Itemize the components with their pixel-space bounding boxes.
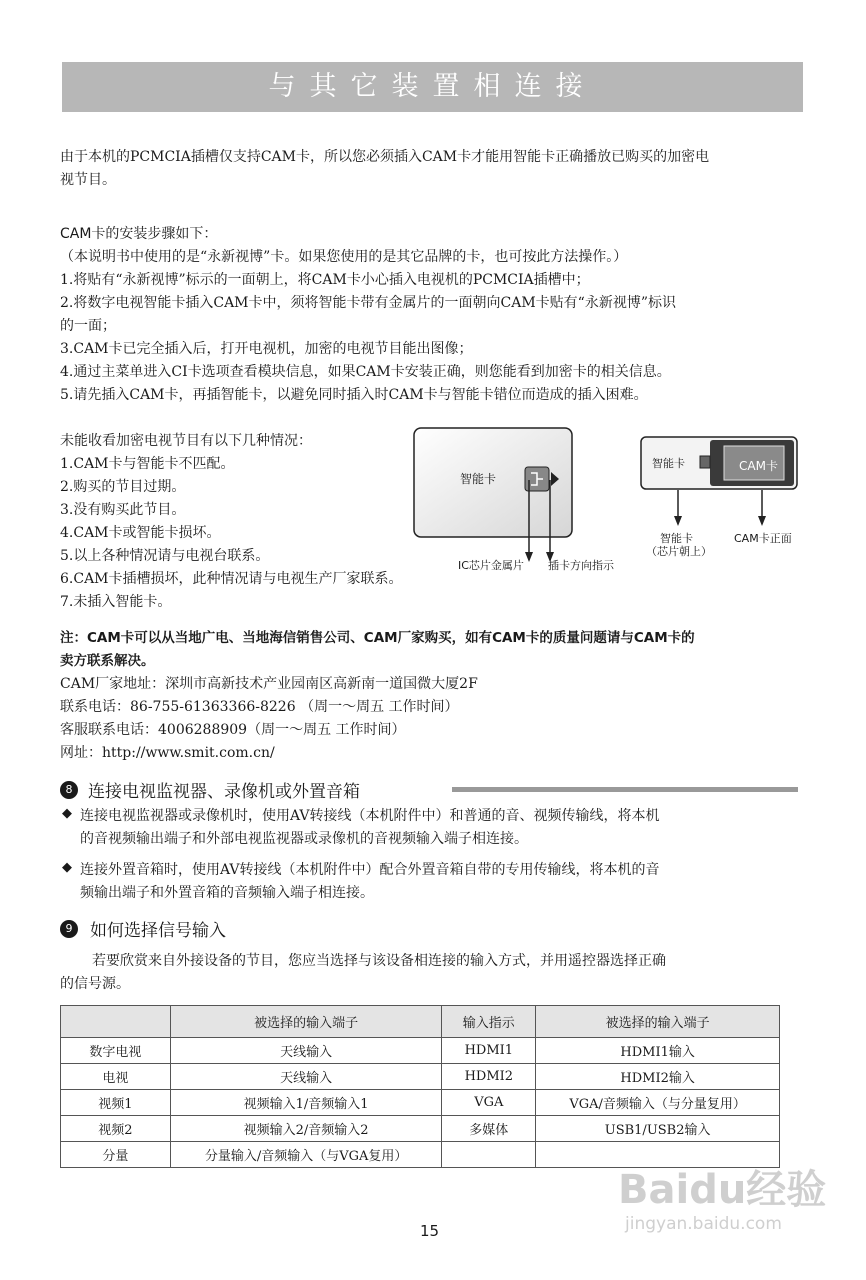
section-9-number: 9 — [60, 920, 78, 938]
note-line-2: 卖方联系解决。 — [60, 653, 155, 669]
install-line: 4.通过主菜单进入CI卡选项查看模块信息，如果CAM卡安装正确，则您能看到加密卡的相关信息。 — [60, 364, 671, 380]
section-9-para-1: 若要欣赏来自外接设备的节目，您应当选择与该设备相连接的输入方式，并用遥控器选择正确 — [92, 953, 666, 969]
table-row — [61, 1116, 780, 1142]
cam-address: CAM厂家地址：深圳市高新技术产业园南区高新南一道国微大厦2F — [60, 676, 478, 692]
case-item: 3.没有购买此节目。 — [60, 502, 186, 518]
case-item: 1.CAM卡与智能卡不匹配。 — [60, 456, 235, 472]
install-line: （本说明书中使用的是“永新视博”卡。如果您使用的是其它品牌的卡，也可按此方法操作。） — [60, 249, 628, 265]
table-cell: 视频2 — [61, 1116, 171, 1142]
case-item: 2.购买的节目过期。 — [60, 479, 186, 495]
face-up-note: （芯片朝上） — [646, 545, 712, 558]
table-header — [61, 1006, 171, 1038]
case-item: 6.CAM卡插槽损坏，此种情况请与电视生产厂家联系。 — [60, 571, 403, 587]
contact-phone: 联系电话：86-755-61363366-8226 （周一～周五 工作时间） — [60, 699, 459, 715]
signal-input-table — [60, 1005, 780, 1168]
table-cell: 天线输入 — [170, 1038, 442, 1064]
install-line: 3.CAM卡已完全插入后，打开电视机，加密的电视节目能出图像； — [60, 341, 473, 357]
table-cell: HDMI1 — [442, 1038, 536, 1064]
baidu-watermark-url: jingyan.baidu.com — [625, 1214, 782, 1234]
section-8-bullet-1-cont: 的音视频输出端子和外部电视监视器或录像机的音视频输入端子相连接。 — [80, 831, 528, 847]
card-label: 智能卡 — [460, 472, 497, 486]
section-8-bullet-2: 连接外置音箱时，使用AV转接线（本机附件中）配合外置音箱自带的专用传输线，将本机的音 — [80, 862, 660, 878]
table-header: 被选择的输入端子 — [536, 1006, 780, 1038]
table-cell — [442, 1142, 536, 1168]
table-cell: VGA/音频输入（与分量复用） — [536, 1090, 780, 1116]
table-cell: HDMI2输入 — [536, 1064, 780, 1090]
table-cell: 数字电视 — [61, 1038, 171, 1064]
section-8-rule — [452, 787, 798, 792]
section-8-bullet-2-cont: 频输出端子和外置音箱的音频输入端子相连接。 — [80, 885, 374, 901]
cam-arrows — [670, 490, 770, 528]
table-row — [61, 1064, 780, 1090]
install-line: 5.请先插入CAM卡，再插智能卡，以避免同时插入时CAM卡与智能卡错位而造成的插入困难。 — [60, 387, 648, 403]
note-line-1: 注：CAM卡可以从当地广电、当地海信销售公司、CAM厂家购买，如有CAM卡的质量问题请与CAM卡的 — [60, 630, 695, 646]
table-cell: 分量 — [61, 1142, 171, 1168]
case-item: 4.CAM卡或智能卡损坏。 — [60, 525, 221, 541]
page-title: 与其它装置相连接 — [62, 62, 803, 112]
service-phone: 客服联系电话：4006288909（周一～周五 工作时间） — [60, 722, 406, 738]
install-heading: CAM卡的安装步骤如下： — [60, 226, 218, 242]
cases-heading: 未能收看加密电视节目有以下几种情况： — [60, 433, 312, 449]
table-row — [61, 1090, 780, 1116]
case-item: 7.未插入智能卡。 — [60, 594, 172, 610]
install-line: 2.将数字电视智能卡插入CAM卡中，须将智能卡带有金属片的一面朝向CAM卡贴有“永新视博”标识 — [60, 295, 676, 311]
install-line: 1.将贴有“永新视博”标示的一面朝上，将CAM卡小心插入电视机的PCMCIA插槽中； — [60, 272, 590, 288]
section-8-bullet-1: 连接电视监视器或录像机时，使用AV转接线（本机附件中）和普通的音、视频传输线，将本机 — [80, 808, 660, 824]
install-line: 的一面； — [60, 318, 116, 334]
diamond-bullet-icon: ◆ — [62, 806, 72, 821]
intro-line-2: 视节目。 — [60, 172, 116, 188]
table-cell: 电视 — [61, 1064, 171, 1090]
section-8-title: 连接电视监视器、录像机或外置音箱 — [88, 782, 360, 802]
diamond-bullet-icon: ◆ — [62, 860, 72, 875]
pointer-arrows — [520, 480, 560, 565]
direction-label: 插卡方向指示 — [548, 559, 614, 572]
section-8-number: 8 — [60, 781, 78, 799]
intro-line-1: 由于本机的PCMCIA插槽仅支持CAM卡，所以您必须插入CAM卡才能用智能卡正确播放已购买的加密电 — [60, 149, 710, 165]
table-cell: 视频输入1/音频输入1 — [170, 1090, 442, 1116]
table-header: 被选择的输入端子 — [170, 1006, 442, 1038]
case-item: 5.以上各种情况请与电视台联系。 — [60, 548, 270, 564]
table-header: 输入指示 — [442, 1006, 536, 1038]
website: 网址：http://www.smit.com.cn/ — [60, 745, 275, 761]
table-header-row — [61, 1006, 780, 1038]
table-cell: 多媒体 — [442, 1116, 536, 1142]
table-row — [61, 1038, 780, 1064]
table-cell: 天线输入 — [170, 1064, 442, 1090]
cam-front-label: CAM卡正面 — [734, 532, 792, 545]
ic-label: IC芯片金属片 — [458, 559, 524, 572]
cam-label: CAM卡 — [739, 459, 778, 473]
small-card-label: 智能卡 — [652, 457, 685, 470]
section-9-title: 如何选择信号输入 — [90, 921, 226, 941]
table-cell: VGA — [442, 1090, 536, 1116]
table-cell: 分量输入/音频输入（与VGA复用） — [170, 1142, 442, 1168]
baidu-watermark: Baidu经验 — [618, 1167, 827, 1213]
face-up-label: 智能卡 — [660, 532, 693, 545]
table-cell: 视频1 — [61, 1090, 171, 1116]
table-cell: HDMI1输入 — [536, 1038, 780, 1064]
page-number: 15 — [420, 1222, 440, 1240]
table-cell: 视频输入2/音频输入2 — [170, 1116, 442, 1142]
section-9-para-2: 的信号源。 — [60, 976, 130, 992]
table-cell: USB1/USB2输入 — [536, 1116, 780, 1142]
table-cell: HDMI2 — [442, 1064, 536, 1090]
